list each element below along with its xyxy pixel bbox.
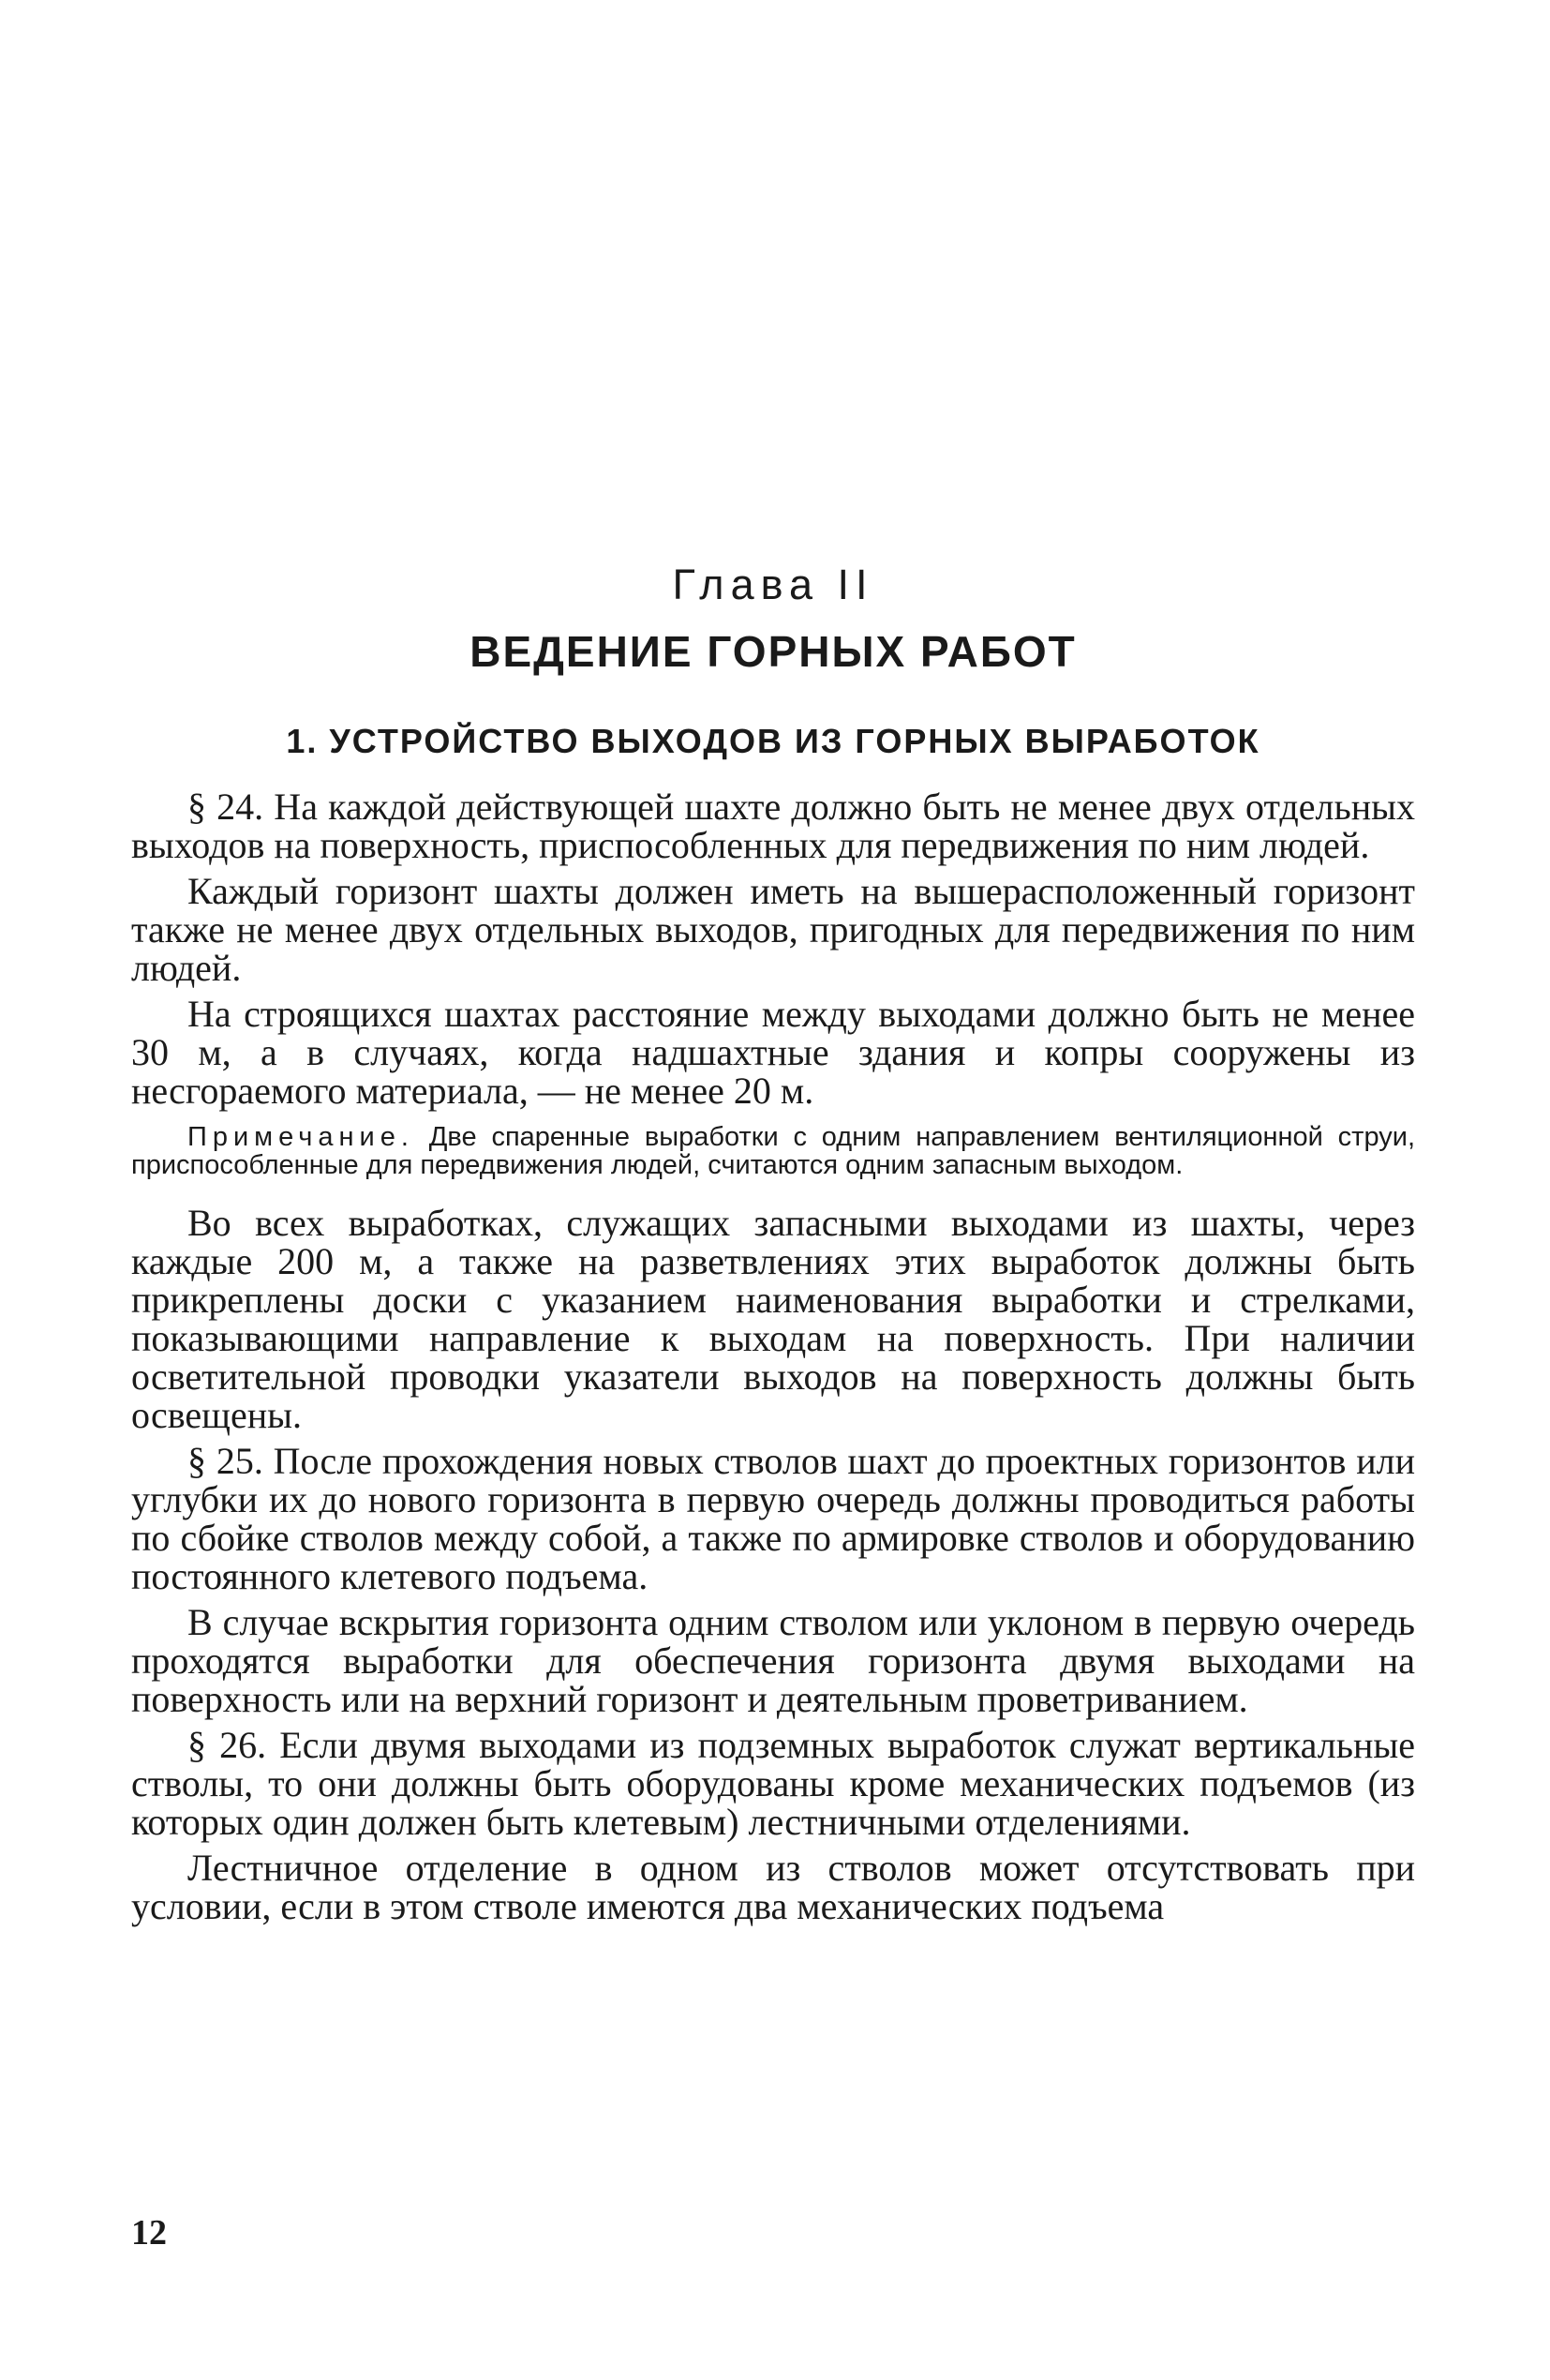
paragraph-26: § 26. Если двумя выходами из подземных выработок служат вертикальные стволы, то они должны быть оборудованы кроме механических подъемов (из которых один должен быть клетевым) лестничными отделениями. (131, 1724, 1415, 1843)
book-page (131, 0, 1415, 2380)
chapter-title: ВЕДЕНИЕ ГОРНЫХ РАБОТ (469, 627, 1077, 676)
note (131, 1123, 1415, 1179)
paragraph-single-shaft: В случае вскрытия горизонта одним стволом или уклоном в первую очередь проходятся выработки для обеспечения горизонта двумя выходами на поверхность или на верхний горизонт и деятельным проветриванием. (131, 1601, 1415, 1720)
note-label: Примечание. (187, 1122, 414, 1152)
note-text: Две спаренные выработки с одним направлением вентиляционной струи, приспособленные для передвижения людей, считаются одним запасным выходом. (131, 1122, 1416, 1180)
paragraph-distance: На строящихся шахтах расстояние между выходами должно быть не менее 30 м, а в случаях, когда надшахтные здания и копры сооружены из несгораемого материала, — не менее 20 м. (131, 993, 1415, 1112)
chapter-label: Глава II (672, 561, 874, 608)
paragraph-25: § 25. После прохождения новых стволов шахт до проектных горизонтов или углубки их до нового горизонта в первую очередь должны проводиться работы по сбойке стволов между собой, а также по армировке стволов и оборудованию постоянного клетевого подъема. (131, 1440, 1415, 1597)
paragraph-24: § 24. На каждой действующей шахте должно быть не менее двух отдельных выходов на поверхность, приспособленных для передвижения по ним людей. (131, 786, 1415, 866)
paragraph-ladder: Лестничное отделение в одном из стволов может отсутствовать при условии, если в этом стволе имеются два механических подъема (131, 1847, 1415, 1927)
page-number: 12 (131, 2213, 167, 2253)
section-title: 1. УСТРОЙСТВО ВЫХОДОВ ИЗ ГОРНЫХ ВЫРАБОТОК (286, 722, 1260, 760)
body-text (131, 787, 1415, 1933)
paragraph-horizon-exits: Каждый горизонт шахты должен иметь на вышерасположенный горизонт также не менее двух отдельных выходов, пригодных для передвижения по ним людей. (131, 870, 1415, 989)
paragraph-signboards: Во всех выработках, служащих запасными выходами из шахты, через каждые 200 м, а также на разветвлениях этих выработок должны быть прикреплены доски с указанием наименования выработки и стрелками, показывающими направление к выходам на поверхность. При наличии осветительной проводки указатели выходов на поверхность должны быть освещены. (131, 1202, 1415, 1436)
